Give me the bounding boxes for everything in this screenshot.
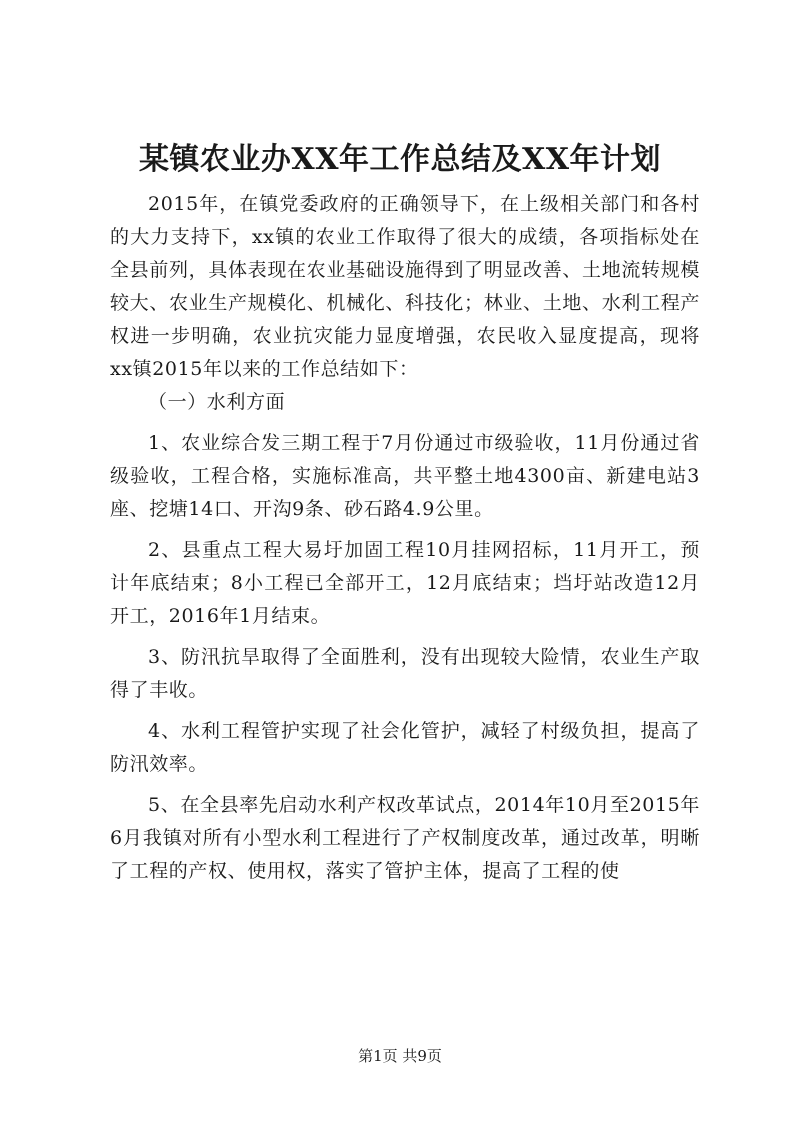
list-item: 3、防汛抗旱取得了全面胜利，没有出现较大险情，农业生产取得了丰收。: [110, 646, 700, 701]
document-body: [110, 188, 700, 896]
document-title: 某镇农业办XX年工作总结及XX年计划: [138, 142, 662, 177]
section-heading: （一）水利方面: [148, 391, 286, 413]
list-item: 2、县重点工程大易圩加固工程10月挂网招标，11月开工，预计年底结束；8小工程已全部开工，12月底结束；垱圩站改造12月开工，2016年1月结束。: [110, 539, 700, 627]
list-item: 4、水利工程管护实现了社会化管护，减轻了村级负担，提高了防汛效率。: [110, 720, 700, 775]
list-item: 5、在全县率先启动水利产权改革试点，2014年10月至2015年6月我镇对所有小型水利工程进行了产权制度改革，通过改革，明晰了工程的产权、使用权，落实了管护主体，提高了工程的使: [110, 794, 700, 882]
intro-paragraph: 2015年，在镇党委政府的正确领导下，在上级相关部门和各村的大力支持下，xx镇的农业工作取得了很大的成绩，各项指标处在全县前列，具体表现在农业基础设施得到了明显改善、土地流转规模较大、农业生产规模化、机械化、科技化；林业、土地、水利工程产权进一步明确，农业抗灾能力显度增强，农民收入显度提高，现将xx镇2015年以来的工作总结如下：: [110, 193, 700, 380]
page-footer: 第1页 共9页: [358, 1047, 442, 1065]
list-item: 1、农业综合发三期工程于7月份通过市级验收，11月份通过省级验收，工程合格，实施标准高，共平整土地4300亩、新建电站3座、挖塘14口、开沟9条、砂石路4.9公里。: [110, 432, 700, 520]
